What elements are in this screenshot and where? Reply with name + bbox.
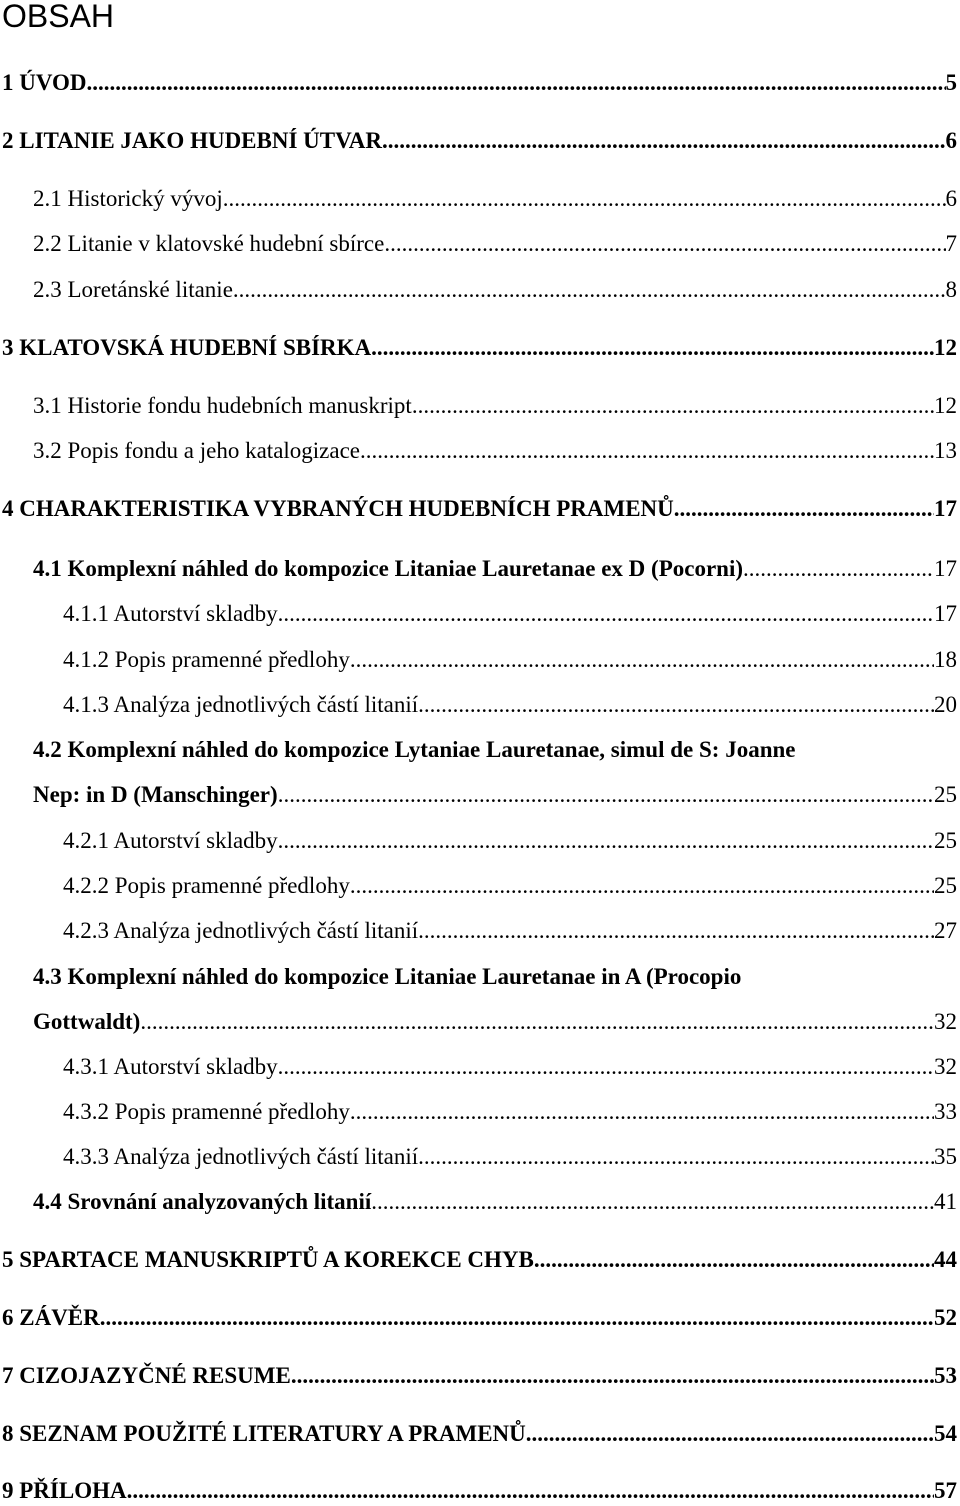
toc-entry-page: 25: [934, 873, 957, 898]
dot-leader: [291, 1361, 934, 1391]
toc-entry-title: 4.2.2 Popis pramenné předlohy: [63, 873, 350, 898]
toc-entry-title: 7 CIZOJAZYČNÉ RESUME: [2, 1363, 291, 1388]
toc-entry-page: 12: [934, 393, 957, 418]
toc-entry-title: 4.2.1 Autorství skladby: [63, 828, 278, 853]
toc-entry-page: 7: [945, 231, 957, 256]
toc-entry-2-2: [33, 229, 957, 259]
toc-entry-title: 3.2 Popis fondu a jeho katalogizace: [33, 438, 361, 463]
toc-entry-4-1: [33, 554, 957, 584]
toc-entry-title: 2.1 Historický vývoj: [33, 186, 223, 211]
dot-leader: [526, 1419, 934, 1449]
toc-entry-title: 4.1.1 Autorství skladby: [63, 601, 278, 626]
toc-entry-page: 6: [945, 128, 957, 153]
toc-entry-title: 4 CHARAKTERISTIKA VYBRANÝCH HUDEBNÍCH PRAMENŮ: [2, 496, 674, 521]
dot-leader: [278, 1052, 934, 1082]
toc-entry-9: [2, 1476, 957, 1506]
toc-entry-4-1-1: [63, 599, 957, 629]
toc-entry-title: 1 ÚVOD: [2, 70, 87, 95]
toc-entry-title: 4.3.1 Autorství skladby: [63, 1054, 278, 1079]
toc-entry-title: 4.1 Komplexní náhled do kompozice Litaniae Lauretanae ex D (Pocorni): [33, 556, 744, 581]
toc-entry-6: [2, 1303, 957, 1333]
toc-entry-page: 57: [934, 1478, 957, 1503]
toc-entry-5: [2, 1245, 957, 1275]
toc-entry-title: 9 PŘÍLOHA: [2, 1478, 127, 1503]
dot-leader: [278, 780, 934, 810]
toc-entry-page: 32: [934, 1054, 957, 1079]
dot-leader: [350, 871, 934, 901]
toc-entry-page: 12: [934, 335, 957, 360]
toc-entry-3-2: [33, 436, 957, 466]
dot-leader: [233, 275, 946, 305]
dot-leader: [418, 916, 934, 946]
dot-leader: [371, 1187, 934, 1217]
toc-entry-title: 4.1.3 Analýza jednotlivých částí litanií: [63, 692, 419, 717]
dot-leader: [418, 690, 934, 720]
toc-entry-7: [2, 1361, 957, 1391]
toc-entry-title: 4.4 Srovnání analyzovaných litanií: [33, 1189, 372, 1214]
toc-entry-title: 4.3.3 Analýza jednotlivých částí litanií: [63, 1144, 419, 1169]
toc-entry-2-1: [33, 184, 957, 214]
toc-entry-2-3: [33, 275, 957, 305]
toc-entry-4: [2, 494, 957, 524]
dot-leader: [278, 599, 934, 629]
toc-entry-4-2: [33, 780, 957, 810]
toc-heading: OBSAH: [2, 0, 115, 34]
toc-entry-1: [2, 68, 957, 98]
dot-leader: [350, 645, 934, 675]
dot-leader: [412, 391, 934, 421]
toc-entry-4-3-1: [63, 1052, 957, 1082]
toc-entry-page: 54: [934, 1421, 957, 1446]
toc-entry-title: 2 LITANIE JAKO HUDEBNÍ ÚTVAR: [2, 128, 382, 153]
dot-leader: [350, 1097, 934, 1127]
toc-entry-4-1-3: [63, 690, 957, 720]
toc-entry-4-2-title-line1: 4.2 Komplexní náhled do kompozice Lytaniae Lauretanae, simul de S: Joanne: [33, 737, 796, 762]
toc-entry-title: 2.2 Litanie v klatovské hudební sbírce: [33, 231, 385, 256]
toc-entry-4-3-2: [63, 1097, 957, 1127]
toc-entry-page: 17: [934, 556, 957, 581]
toc-entry-title: Nep: in D (Manschinger): [33, 782, 278, 807]
toc-entry-4-3: [33, 1007, 957, 1037]
dot-leader: [127, 1476, 934, 1506]
toc-entry-page: 17: [934, 601, 957, 626]
toc-entry-page: 25: [934, 828, 957, 853]
dot-leader: [371, 333, 934, 363]
toc-entry-8: [2, 1419, 957, 1449]
toc-entry-page: 25: [934, 782, 957, 807]
toc-entry-page: 52: [934, 1305, 957, 1330]
dot-leader: [674, 494, 934, 524]
toc-entry-2: [2, 126, 957, 156]
toc-entry-4-1-2: [63, 645, 957, 675]
toc-entry-title: 3 KLATOVSKÁ HUDEBNÍ SBÍRKA: [2, 335, 372, 360]
toc-entry-title: 6 ZÁVĚR: [2, 1305, 100, 1330]
toc-entry-title: Gottwaldt): [33, 1009, 141, 1034]
toc-entry-page: 53: [934, 1363, 957, 1388]
toc-entry-page: 35: [934, 1144, 957, 1169]
toc-entry-title: 3.1 Historie fondu hudebních manuskript: [33, 393, 412, 418]
dot-leader: [223, 184, 946, 214]
dot-leader: [534, 1245, 934, 1275]
toc-entry-page: 33: [934, 1099, 957, 1124]
toc-entry-page: 41: [934, 1189, 957, 1214]
dot-leader: [278, 826, 934, 856]
toc-entry-page: 8: [945, 277, 957, 302]
toc-entry-4-2-2: [63, 871, 957, 901]
dot-leader: [360, 436, 934, 466]
dot-leader: [140, 1007, 934, 1037]
toc-entry-page: 18: [934, 647, 957, 672]
toc-entry-page: 20: [934, 692, 957, 717]
toc-entry-page: 13: [934, 438, 957, 463]
toc-entry-page: 27: [934, 918, 957, 943]
toc-entry-title: 2.3 Loretánské litanie: [33, 277, 233, 302]
dot-leader: [418, 1142, 934, 1172]
toc-entry-4-2-1: [63, 826, 957, 856]
toc-entry-page: 17: [934, 496, 957, 521]
toc-entry-4-4: [33, 1187, 957, 1217]
toc-entry-3-1: [33, 391, 957, 421]
toc-entry-page: 44: [934, 1247, 957, 1272]
toc-entry-page: 32: [934, 1009, 957, 1034]
toc-entry-4-3-title-line1: 4.3 Komplexní náhled do kompozice Litaniae Lauretanae in A (Procopio: [33, 964, 742, 989]
dot-leader: [743, 554, 934, 584]
toc-entry-title: 8 SEZNAM POUŽITÉ LITERATURY A PRAMENŮ: [2, 1421, 526, 1446]
toc-entry-title: 4.3.2 Popis pramenné předlohy: [63, 1099, 350, 1124]
dot-leader: [382, 126, 946, 156]
toc-entry-3: [2, 333, 957, 363]
toc-entry-page: 5: [945, 70, 957, 95]
dot-leader: [100, 1303, 934, 1333]
toc-entry-page: 6: [945, 186, 957, 211]
toc-entry-4-2-3: [63, 916, 957, 946]
toc-entry-title: 4.2.3 Analýza jednotlivých částí litanií: [63, 918, 419, 943]
dot-leader: [87, 68, 946, 98]
toc-entry-4-3-3: [63, 1142, 957, 1172]
toc-entry-title: 5 SPARTACE MANUSKRIPTŮ A KOREKCE CHYB: [2, 1247, 534, 1272]
dot-leader: [384, 229, 945, 259]
toc-entry-title: 4.1.2 Popis pramenné předlohy: [63, 647, 350, 672]
